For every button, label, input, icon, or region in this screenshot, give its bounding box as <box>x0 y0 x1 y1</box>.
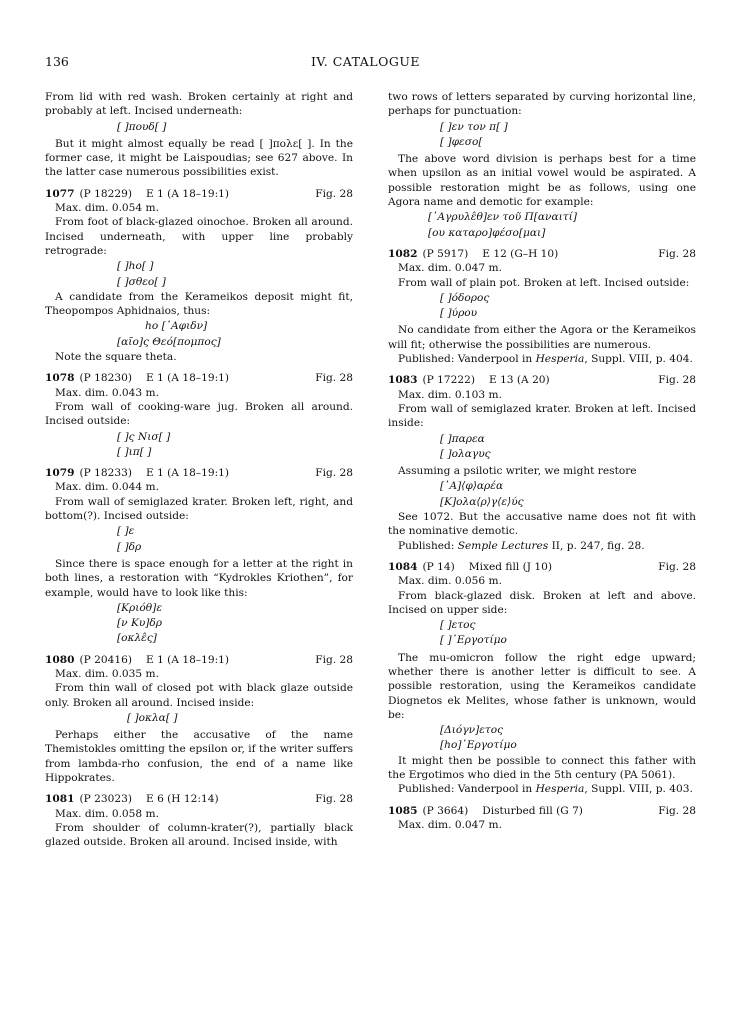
entry-heading-1080 <box>45 653 353 667</box>
entry-description: From wall of cooking-ware jug. Broken all around. Incised outside: <box>45 400 353 428</box>
entry-number: 1080 <box>45 653 75 666</box>
restoration-line: [ου καταρο]φέσο[μαι] <box>428 226 546 239</box>
entry-description: From thin wall of closed pot with black glaze outside only. Broken all around. Incised inside: <box>45 682 353 709</box>
chapter-title: IV. CATALOGUE <box>310 54 420 69</box>
entry-commentary: No candidate from either the Agora or the Kerameikos will fit; otherwise the possibilities are numerous. <box>388 324 696 351</box>
inscription-line: [ ]σθεο[ ] <box>117 275 166 288</box>
inscription-line: [ ]᾽Εργοτίμο <box>440 634 507 647</box>
journal-title: Hesperia <box>535 783 585 796</box>
restoration-line: [αῖο]ς Θεό[πομπος] <box>117 335 221 348</box>
inscription-line: [ ]παρεα <box>440 432 485 445</box>
entry-commentary-2: It might then be possible to connect this father with the Ergotimos who died in the 5th century (PA 5061). <box>388 754 696 782</box>
publication-reference <box>388 782 696 796</box>
max-dimension: Max. dim. 0.047 m. <box>398 818 502 831</box>
inventory-number: (P 14) <box>422 560 455 573</box>
entry-description: From wall of semiglazed krater. Broken left, right, and bottom(?). Incised outside: <box>45 495 353 523</box>
entry-heading-1078 <box>45 371 353 385</box>
find-location: E 12 (G–H 10) <box>482 247 559 260</box>
journal-title: Hesperia <box>535 353 585 366</box>
publication-reference <box>388 352 696 366</box>
publication-prefix: Published: Vanderpool in <box>398 353 536 366</box>
entry-commentary: The above word division is perhaps best for a time when upsilon as an initial vowel would be aspirated. A possible restoration might be as follows, using one Agora name and demotic for example: <box>388 153 696 209</box>
find-location: E 1 (A 18–19:1) <box>145 187 230 200</box>
publication-suffix: II, p. 247, fig. 28. <box>548 539 645 552</box>
inscription-line: [ ]όδορος <box>440 291 490 304</box>
inscription-line: [ ]ολαγυς <box>440 447 491 460</box>
entry-commentary: Assuming a psilotic writer, we might restore <box>398 465 637 478</box>
max-dimension: Max. dim. 0.047 m. <box>398 262 502 275</box>
entry-description: two rows of letters separated by curving horizontal line, perhaps for punctuation: <box>388 91 696 118</box>
inventory-number: (P 18230) <box>79 372 132 385</box>
figure-reference: Fig. 28 <box>315 187 353 200</box>
max-dimension: Max. dim. 0.043 m. <box>55 386 159 399</box>
entry-heading-1084 <box>388 560 696 574</box>
max-dimension: Max. dim. 0.058 m. <box>55 807 159 820</box>
intro-paragraph-2: But it might almost equally be read [ ]πολε[ ]. In the former case, it might be Laispoudias; see 627 above. In the latter case numerous possibilities exist. <box>45 137 353 179</box>
find-location: E 1 (A 18–19:1) <box>145 372 230 385</box>
figure-reference: Fig. 28 <box>658 247 696 260</box>
restoration-line: [οκλε̂ς] <box>117 632 157 645</box>
max-dimension: Max. dim. 0.035 m. <box>55 667 159 680</box>
max-dimension: Max. dim. 0.054 m. <box>55 202 159 215</box>
max-dimension: Max. dim. 0.103 m. <box>398 388 502 401</box>
entry-number: 1081 <box>45 793 75 806</box>
entry-number: 1079 <box>45 467 75 480</box>
page-number: 136 <box>45 54 69 69</box>
inscription-line: [ ]ε <box>117 525 135 538</box>
find-location: E 13 (A 20) <box>488 374 550 387</box>
restoration-line: [Διόγν]ετος <box>440 724 504 737</box>
figure-reference: Fig. 28 <box>315 793 353 806</box>
entry-number: 1085 <box>388 804 418 817</box>
inscription-line: [ ]φεσο[ <box>440 135 483 148</box>
running-head <box>45 54 686 74</box>
publication-prefix: Published: Vanderpool in <box>398 783 536 796</box>
entry-commentary: Since there is space enough for a letter at the right in both lines, a restoration with “Kydrokles Kriothen”, for example, would have to look like this: <box>45 557 353 599</box>
inventory-number: (P 20416) <box>79 653 132 666</box>
entry-description: From wall of semiglazed krater. Broken at left. Incised inside: <box>388 402 696 430</box>
entry-heading-1079 <box>45 466 353 480</box>
entry-commentary: The mu-omicron follow the right edge upward; whether there is another letter is difficult to see. A possible restoration, using the Kerameikos candidate Diognetos ek Melites, whose father is unknown, would be: <box>388 651 696 721</box>
inventory-number: (P 18233) <box>79 467 132 480</box>
inscription-line: [ ]ιπ[ ] <box>117 445 152 458</box>
entry-heading-1083 <box>388 373 696 387</box>
publication-suffix: , Suppl. VIII, p. 404. <box>584 353 693 366</box>
entry-commentary: A candidate from the Kerameikos deposit might fit, Theopompos Aphidnaios, thus: <box>45 290 353 318</box>
entry-number: 1078 <box>45 372 75 385</box>
find-location: E 6 (H 12:14) <box>145 793 219 806</box>
inscription-line: [ ]δρ <box>117 540 142 553</box>
figure-reference: Fig. 28 <box>315 653 353 666</box>
entry-commentary-2: See 1072. But the accusative name does not fit with the nominative demotic. <box>388 511 696 538</box>
entry-description: From shoulder of column-krater(?), partially black glazed outside. Broken all around. Incised inside, with <box>45 821 353 849</box>
inscription-line: [ ]ετος <box>440 619 476 632</box>
inscription-line: [ ]οκλα[ ] <box>127 711 178 724</box>
restoration-line: [Κ]ολα⟨ρ⟩γ⟨ε⟩ύς <box>440 495 524 508</box>
entry-heading-1077 <box>45 187 353 201</box>
entry-note: Note the square theta. <box>55 351 177 364</box>
inventory-number: (P 3664) <box>422 804 469 817</box>
figure-reference: Fig. 28 <box>658 374 696 387</box>
entry-description: From foot of black-glazed oinochoe. Broken all around. Incised underneath, with upper line probably retrograde: <box>45 216 353 257</box>
max-dimension: Max. dim. 0.056 m. <box>398 575 502 588</box>
restoration-line: [Κριόθ]ε <box>117 601 163 614</box>
inscription-line: [ ]ς Νισ[ ] <box>117 430 171 443</box>
entry-description: From wall of plain pot. Broken at left. Incised outside: <box>398 276 690 289</box>
restoration-line: ho [᾽Αφιδν] <box>145 320 208 333</box>
entry-commentary: Perhaps either the accusative of the name Themistokles omitting the epsilon or, if the writer suffers from lambda-rho confusion, the end of a name like Hippokrates. <box>45 729 353 785</box>
restoration-line: [ho]᾽Εργοτίμο <box>440 739 517 752</box>
entry-number: 1084 <box>388 560 418 573</box>
publication-suffix: , Suppl. VIII, p. 403. <box>584 783 693 796</box>
entry-number: 1082 <box>388 247 418 260</box>
inventory-number: (P 5917) <box>422 247 469 260</box>
entry-heading-1085 <box>388 804 696 818</box>
inscription-line: [ ]πουδ[ ] <box>117 120 167 133</box>
inventory-number: (P 17222) <box>422 374 475 387</box>
entry-heading-1082 <box>388 247 696 261</box>
find-location: Disturbed fill (G 7) <box>482 804 583 817</box>
right-column <box>388 90 696 832</box>
journal-title: Semple Lectures <box>457 539 549 552</box>
inscription-line: [ ]ύρου <box>440 307 478 320</box>
restoration-line: [᾽Α]⟨φ⟩αρέα <box>440 480 504 493</box>
restoration-line: [᾽Αγρυλε̂θ]εν τοῦ Π[αναιτί] <box>428 211 577 224</box>
inventory-number: (P 18229) <box>79 187 132 200</box>
entry-heading-1081 <box>45 792 353 806</box>
max-dimension: Max. dim. 0.044 m. <box>55 481 159 494</box>
figure-reference: Fig. 28 <box>315 372 353 385</box>
find-location: E 1 (A 18–19:1) <box>145 467 230 480</box>
left-column <box>45 90 353 850</box>
entry-description: From black-glazed disk. Broken at left and above. Incised on upper side: <box>388 589 696 616</box>
entry-number: 1083 <box>388 374 418 387</box>
publication-prefix: Published: <box>398 539 458 552</box>
figure-reference: Fig. 28 <box>315 467 353 480</box>
find-location: E 1 (A 18–19:1) <box>145 653 230 666</box>
inscription-line: [ ]ho[ ] <box>117 260 154 273</box>
figure-reference: Fig. 28 <box>658 560 696 573</box>
inventory-number: (P 23023) <box>79 793 132 806</box>
entry-number: 1077 <box>45 187 75 200</box>
publication-reference <box>388 539 696 553</box>
restoration-line: [ν Κυ]δρ <box>117 617 163 630</box>
intro-paragraph: From lid with red wash. Broken certainly at right and probably at left. Incised underneath: <box>45 91 353 118</box>
find-location: Mixed fill (J 10) <box>468 560 552 573</box>
inscription-line: [ ]εν τον π[ ] <box>440 120 508 133</box>
figure-reference: Fig. 28 <box>658 804 696 817</box>
